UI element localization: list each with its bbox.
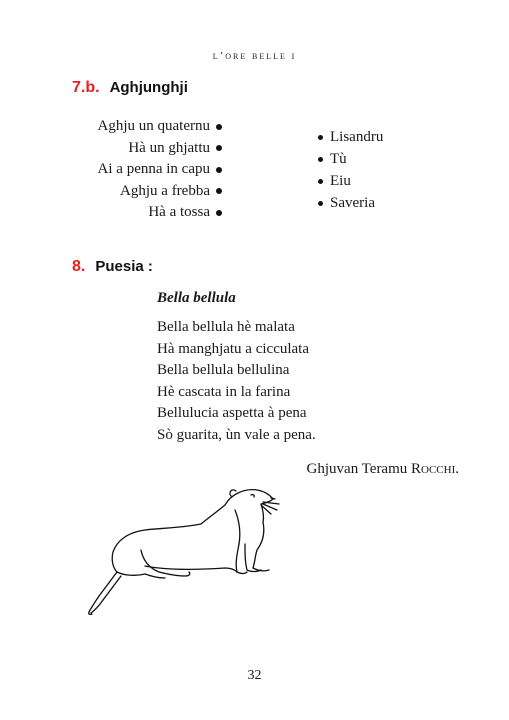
bullet-dot-icon — [216, 124, 222, 130]
item-text: Eiu — [330, 173, 351, 189]
poem-line: Bellulucia aspetta à pena — [157, 405, 307, 421]
poem-title: Bella bellula — [157, 290, 236, 306]
bullet-dot-icon — [318, 157, 323, 162]
list-item — [318, 126, 383, 148]
poem-line: Bella bellula bellulina — [157, 362, 290, 378]
item-text: Hà a tossa — [148, 204, 210, 220]
item-text: Saveria — [330, 195, 375, 211]
section-heading-8 — [72, 258, 153, 276]
bullet-dot-icon — [216, 210, 222, 216]
item-text: Aghju un quaternu — [97, 118, 210, 134]
poem-line: Hè cascata in la farina — [157, 383, 291, 400]
list-item — [98, 138, 222, 160]
list-item — [318, 148, 383, 170]
item-text: Aghju a frebba — [120, 182, 210, 199]
list-item — [98, 116, 222, 138]
bullet-dot-icon — [216, 188, 222, 194]
section-number: 8. — [72, 258, 86, 275]
section-heading-7b — [72, 79, 188, 97]
section-number: 7.b. — [72, 79, 100, 96]
item-text: Tù — [330, 151, 347, 167]
author-suffix: . — [455, 461, 459, 477]
list-item — [318, 192, 383, 214]
bullet-dot-icon — [318, 135, 323, 140]
list-item — [318, 170, 383, 192]
weasel-illustration — [85, 480, 285, 615]
poem — [157, 290, 316, 446]
section-title: Aghjunghji — [109, 79, 188, 96]
item-text: Hà un ghjattu — [128, 139, 210, 156]
item-text: Lisandru — [330, 129, 384, 145]
list-item — [98, 202, 222, 224]
poem-line: Bella bellula hè malata — [157, 319, 295, 335]
section-title: Puesia : — [95, 258, 153, 275]
list-item — [98, 159, 222, 181]
poem-line: Hà manghjatu a cicculata — [157, 340, 310, 357]
running-head: l’ore belle i — [212, 50, 297, 62]
list-item — [98, 181, 222, 203]
poem-author — [307, 461, 459, 478]
matching-list-left — [98, 116, 222, 224]
bullet-dot-icon — [216, 167, 222, 173]
item-text: Ai a penna in capu — [97, 161, 210, 177]
bullet-dot-icon — [318, 179, 323, 184]
bullet-dot-icon — [318, 201, 323, 206]
page-number: 32 — [247, 668, 262, 683]
author-first-name: Ghjuvan Teramu — [306, 461, 412, 477]
author-last-name: Rocchi — [411, 461, 456, 477]
bullet-dot-icon — [216, 145, 222, 151]
poem-line: Sò guarita, ùn vale a pena. — [157, 426, 316, 443]
matching-list-right — [318, 126, 383, 214]
